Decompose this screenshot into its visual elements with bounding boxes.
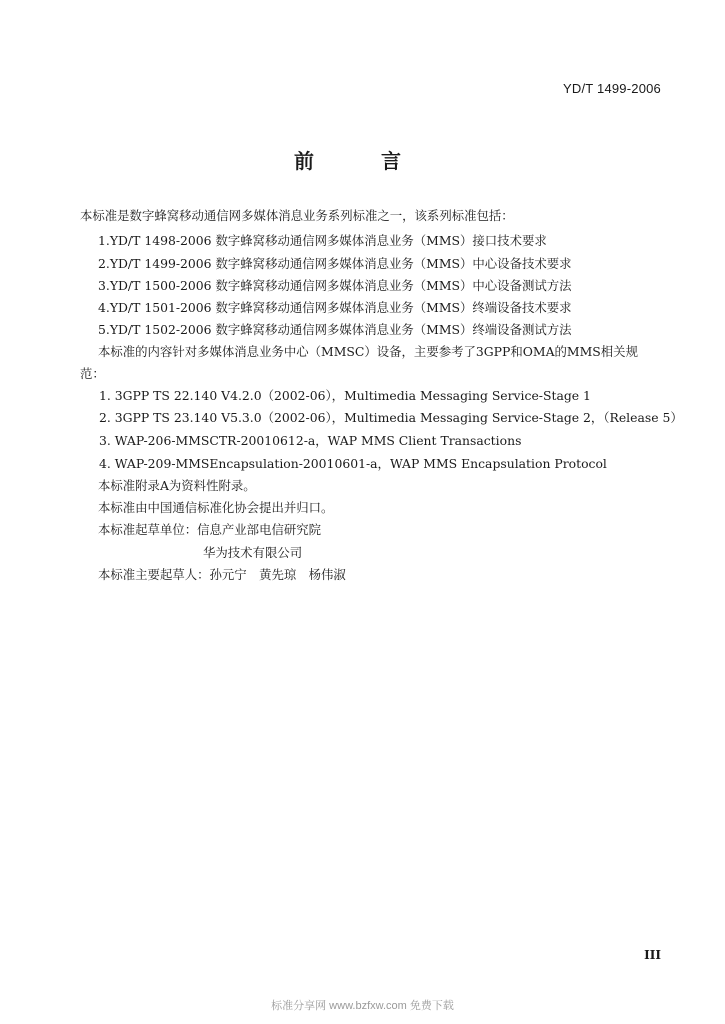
proposer-note: 本标准由中国通信标准化协会提出并归口。 [98, 500, 334, 515]
drafting-units: 本标准起草单位：信息产业部电信研究院 [98, 522, 322, 537]
reference-item: 3. WAP-206-MMSCTR-20010612-a，WAP MMS Client Transactions [99, 433, 522, 448]
reference-item: 2. 3GPP TS 23.140 V5.3.0（2002-06），Multimedia Messaging Service-Stage 2，（Release 5） [99, 410, 683, 425]
watermark: 标准分享网 www.bzfxw.com 免费下载 [271, 1000, 454, 1012]
basis-paragraph: 本标准的内容针对多媒体消息业务中心（MMSC）设备，主要参考了3GPP和OMA的MMS相关规 [98, 344, 638, 359]
page-number: III [644, 948, 661, 962]
basis-paragraph-cont: 范： [80, 366, 105, 381]
drafters: 本标准主要起草人：孙元宁 黄先琼 杨伟淑 [98, 567, 346, 582]
reference-item: 1. 3GPP TS 22.140 V4.2.0（2002-06），Multimedia Messaging Service-Stage 1 [99, 388, 591, 403]
appendix-note: 本标准附录A为资料性附录。 [98, 478, 256, 493]
series-item: 3.YD/T 1500-2006 数字蜂窝移动通信网多媒体消息业务（MMS）中心设备测试方法 [98, 278, 572, 293]
series-item: 5.YD/T 1502-2006 数字蜂窝移动通信网多媒体消息业务（MMS）终端设备测试方法 [98, 322, 572, 337]
reference-item: 4. WAP-209-MMSEncapsulation-20010601-a，WAP MMS Encapsulation Protocol [99, 456, 607, 471]
series-item: 4.YD/T 1501-2006 数字蜂窝移动通信网多媒体消息业务（MMS）终端设备技术要求 [98, 300, 572, 315]
series-item: 1.YD/T 1498-2006 数字蜂窝移动通信网多媒体消息业务（MMS）接口技术要求 [98, 233, 547, 248]
series-item: 2.YD/T 1499-2006 数字蜂窝移动通信网多媒体消息业务（MMS）中心设备技术要求 [98, 256, 572, 271]
page-title: 前 言 [294, 149, 431, 173]
drafting-unit-2: 华为技术有限公司 [203, 545, 303, 560]
standard-code: YD/T 1499-2006 [563, 81, 661, 96]
intro-paragraph: 本标准是数字蜂窝移动通信网多媒体消息业务系列标准之一，该系列标准包括： [80, 208, 514, 223]
